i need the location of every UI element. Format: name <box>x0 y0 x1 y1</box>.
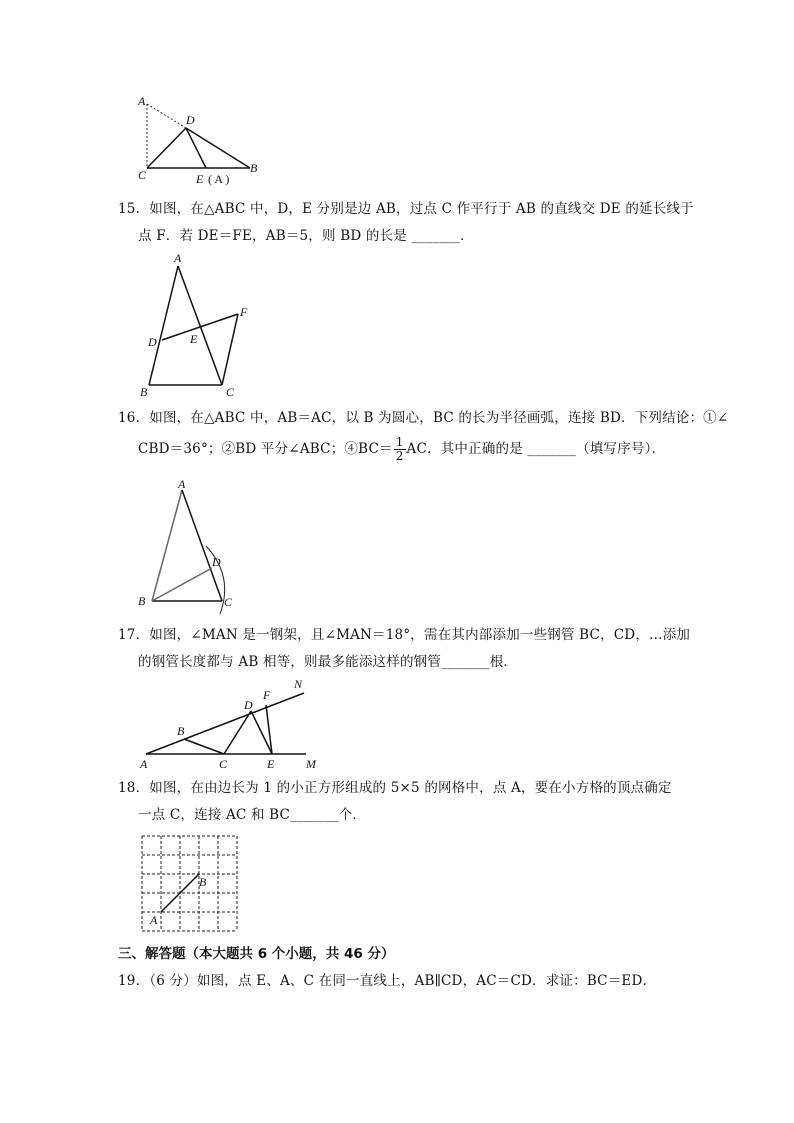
label-c: C <box>138 168 147 182</box>
label-a: A <box>174 251 182 265</box>
section-3-title: 三、解答题（本大题共 6 个小题，共 46 分） <box>118 946 395 962</box>
label-b: B <box>140 385 148 399</box>
label-d: D <box>148 335 157 349</box>
label-a: A <box>150 913 158 927</box>
label-c: C <box>226 385 235 399</box>
line-ab <box>152 490 182 601</box>
q15-line-1: 15．如图，在△ABC 中，D，E 分别是边 AB，过点 C 作平行于 AB 的直线交 DE 的延长线于 <box>118 201 694 217</box>
ray-an <box>146 693 304 754</box>
label-b: B <box>250 161 258 175</box>
line-df <box>162 314 238 340</box>
q16-line-1: 16．如图，在△ABC 中，AB＝AC，以 B 为圆心，BC 的长为半径画弧，连接 BD．下列结论：①∠ <box>118 410 729 426</box>
figure-q15-triangle <box>134 248 264 404</box>
label-n: N <box>294 677 303 691</box>
fraction-numerator: 1 <box>395 435 404 449</box>
q15-line-2: 点 F．若 DE＝FE，AB＝5，则 BD 的长是 _______． <box>138 228 474 244</box>
label-c: C <box>224 595 233 609</box>
q16-line-2 <box>118 432 678 466</box>
line-ac <box>178 266 222 385</box>
question-15 <box>118 196 694 250</box>
q17-line-2: 的钢管长度都与 AB 相等，则最多能添这样的钢管_______根． <box>138 654 518 670</box>
line-ac <box>182 490 222 601</box>
question-18 <box>118 775 678 829</box>
label-a: A <box>178 477 186 491</box>
fraction-denominator: 2 <box>395 449 404 463</box>
label-m: M <box>306 757 316 771</box>
label-f: F <box>240 305 248 319</box>
label-d: D <box>212 555 221 569</box>
question-16 <box>118 405 729 466</box>
label-e: E <box>190 332 198 346</box>
label-a-paren: ( A ) <box>208 172 230 186</box>
figure-q17-steel-frame <box>134 674 334 774</box>
label-c: C <box>219 757 228 771</box>
q16-line-2-after: AC．其中正确的是 _______（填写序号）． <box>406 441 666 457</box>
line-ab <box>149 266 178 385</box>
pipe-cd <box>224 711 251 754</box>
label-a: A <box>140 757 148 771</box>
figure-q16-triangle <box>134 476 244 616</box>
question-17 <box>118 622 691 676</box>
pipe-bc <box>184 739 224 754</box>
label-b: B <box>177 724 185 738</box>
label-a: A <box>138 94 146 108</box>
figure-q18-grid <box>138 832 242 936</box>
label-f: F <box>263 688 271 702</box>
fraction-one-half <box>394 436 406 463</box>
q19-line-1: 19．（6 分）如图，点 E、A、C 在同一直线上，AB∥CD，AC＝CD．求证：BC＝ED． <box>118 973 657 989</box>
line-bd <box>152 568 212 601</box>
label-b: B <box>199 875 207 889</box>
q16-line-2-before: CBD＝36°；②BD 平分∠ABC；④BC＝ <box>138 441 393 457</box>
line-cd <box>147 128 186 168</box>
label-d: D <box>186 113 195 127</box>
label-b: B <box>138 594 146 608</box>
q17-line-1: 17．如图，∠MAN 是一钢架，且∠MAN＝18°，需在其内部添加一些钢管 BC，CD，…添加 <box>118 627 691 643</box>
q18-line-1: 18．如图，在由边长为 1 的小正方形组成的 5×5 的网格中，点 A，要在小方格的顶点确定 <box>118 780 672 796</box>
dotted-line-ad <box>147 104 186 128</box>
question-19 <box>118 968 678 995</box>
label-d: D <box>244 698 253 712</box>
label-e: E <box>267 757 275 771</box>
label-e: E <box>196 172 204 186</box>
q18-line-2: 一点 C，连接 AC 和 BC_______个． <box>138 807 367 823</box>
figure-q14-triangle <box>130 92 270 188</box>
line-fc <box>222 314 238 385</box>
